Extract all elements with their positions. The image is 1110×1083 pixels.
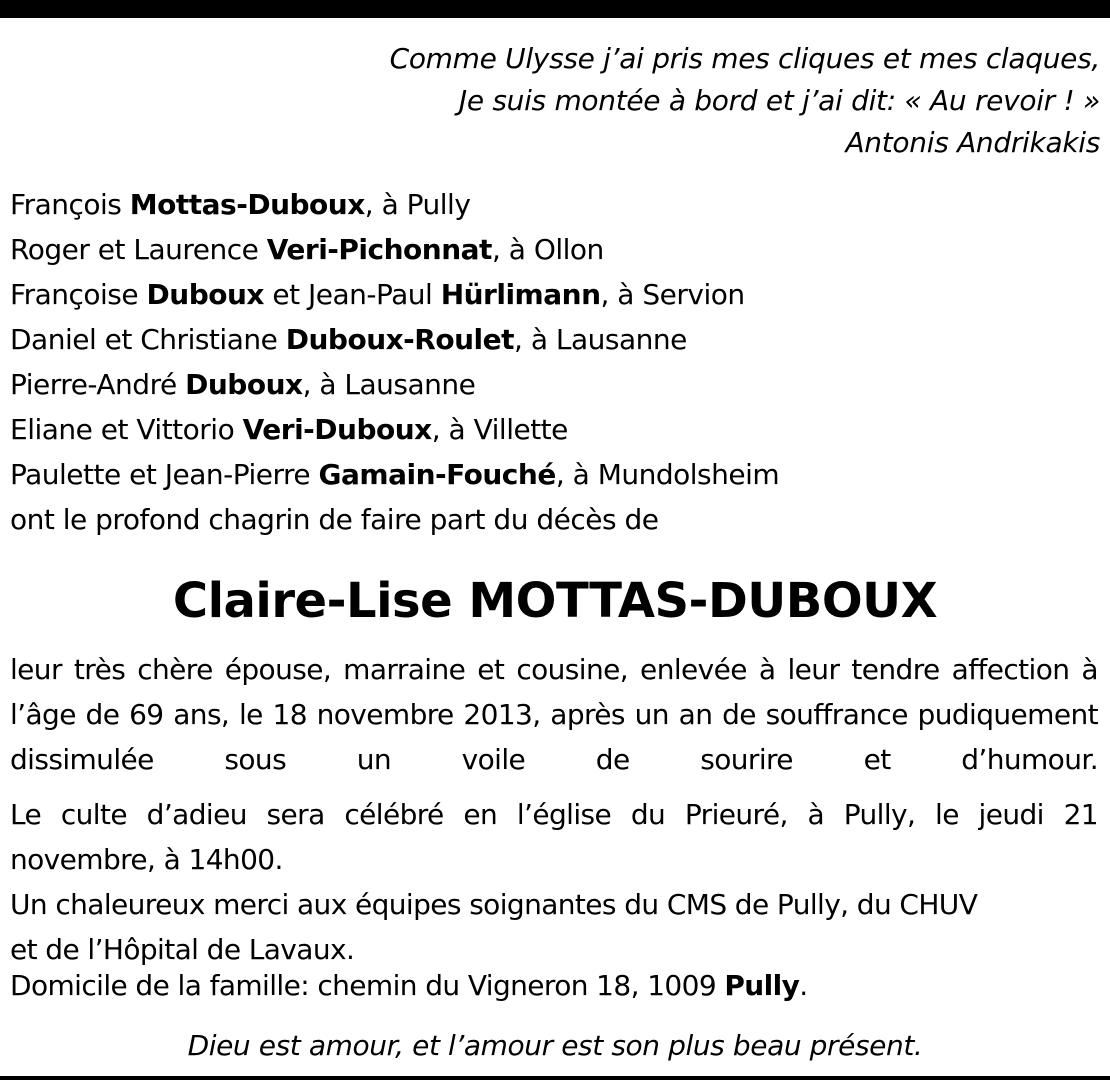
announcement-text: ont le profond chagrin de faire part du décès de bbox=[10, 503, 659, 536]
family-entry-place: , à Servion bbox=[600, 278, 745, 311]
family-entry-place: , à Mundolsheim bbox=[555, 458, 780, 491]
family-entry bbox=[10, 227, 1100, 272]
family-entry-prefix: Daniel et Christiane bbox=[10, 323, 286, 356]
family-entry-place: , à Lausanne bbox=[302, 368, 476, 401]
family-surname: Veri-Duboux bbox=[242, 413, 432, 446]
family-entry bbox=[10, 362, 1100, 407]
family-entry-place: , à Ollon bbox=[491, 233, 604, 266]
family-list bbox=[10, 182, 1100, 542]
domicile-town: Pully bbox=[724, 969, 800, 1002]
epigraph-line: Comme Ulysse j’ai pris mes cliques et mes claques, bbox=[389, 42, 1100, 75]
family-surname: Mottas-Duboux bbox=[129, 188, 365, 221]
family-entry-prefix: François bbox=[10, 188, 130, 221]
tribute-paragraph: leur très chère épouse, marraine et cousine, enlevée à leur tendre affection à l’âge de 69 ans, le 18 novembre 2013, après un an de souffrance pudiquement dissimulée sous un voile de sourire et d’humour. bbox=[10, 653, 1098, 776]
family-surname: Hürlimann bbox=[440, 278, 601, 311]
family-entry-place: , à Lausanne bbox=[514, 323, 687, 356]
epigraph bbox=[200, 38, 1100, 164]
family-entry bbox=[10, 272, 1100, 317]
family-surname: Duboux-Roulet bbox=[285, 323, 515, 356]
family-entry bbox=[10, 317, 1100, 362]
domicile-line bbox=[10, 963, 1098, 1008]
family-surname: Duboux bbox=[146, 278, 264, 311]
family-entry-prefix: Françoise bbox=[10, 278, 147, 311]
family-entry-place: , à Villette bbox=[431, 413, 568, 446]
deceased-name: Claire-Lise MOTTAS-DUBOUX bbox=[172, 573, 938, 629]
thanks-line: Un chaleureux merci aux équipes soignantes du CMS de Pully, du CHUV bbox=[10, 888, 978, 921]
top-border-bar bbox=[0, 0, 1110, 18]
epigraph-author: Antonis Andrikakis bbox=[845, 126, 1100, 159]
epigraph-line: Je suis montée à bord et j’ai dit: « Au revoir ! » bbox=[458, 84, 1100, 117]
family-entry-middle: et Jean-Paul bbox=[263, 278, 441, 311]
bottom-border-rule bbox=[0, 1076, 1110, 1080]
family-entry bbox=[10, 407, 1100, 452]
family-entry-prefix: Eliane et Vittorio bbox=[10, 413, 243, 446]
domicile-period: . bbox=[799, 969, 808, 1002]
family-entry-prefix: Pierre-André bbox=[10, 368, 186, 401]
family-surname: Gamain-Fouché bbox=[318, 458, 556, 491]
family-entry-prefix: Roger et Laurence bbox=[10, 233, 267, 266]
family-entry-place: , à Pully bbox=[364, 188, 471, 221]
family-entry-prefix: Paulette et Jean-Pierre bbox=[10, 458, 319, 491]
service-paragraph: Le culte d’adieu sera célébré en l’église du Prieuré, à Pully, le jeudi 21 novembre, à 14h00. bbox=[10, 798, 1098, 876]
family-surname: Veri-Pichonnat bbox=[266, 233, 492, 266]
thanks-line: et de l’Hôpital de Lavaux. bbox=[10, 933, 355, 966]
family-surname: Duboux bbox=[185, 368, 303, 401]
closing-quote: Dieu est amour, et l’amour est son plus beau présent. bbox=[187, 1029, 923, 1062]
family-entry bbox=[10, 452, 1100, 497]
family-entry bbox=[10, 182, 1100, 227]
domicile-address: Domicile de la famille: chemin du Vigneron 18, 1009 bbox=[10, 969, 725, 1002]
